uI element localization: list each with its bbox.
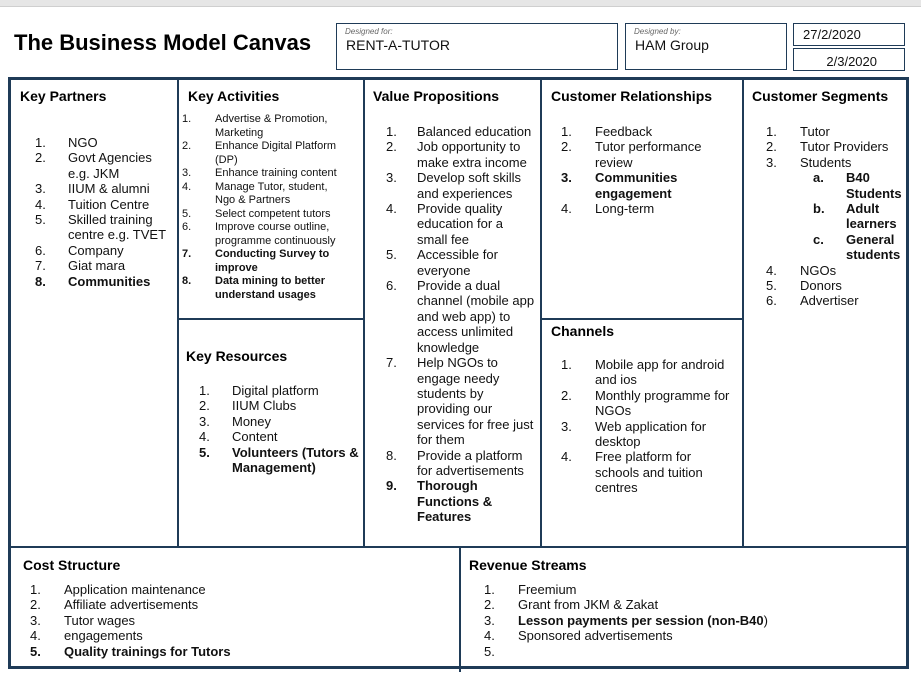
date-1: 27/2/2020 — [803, 27, 861, 42]
sub-list-item: a. B40 Students — [813, 170, 902, 201]
designed-by-value: HAM Group — [635, 37, 709, 53]
divider — [459, 546, 461, 672]
list-item: 1. Balanced education — [386, 124, 532, 139]
cost-structure-list — [30, 582, 450, 659]
list-item: 2. Enhance Digital Platform (DP) — [182, 140, 337, 166]
list-item: 4. Free platform for schools and tuition centres — [561, 449, 703, 496]
designed-for-caption: Designed for: — [345, 27, 393, 36]
list-item: 1. Digital platform — [199, 383, 319, 398]
list-item: 2. IIUM Clubs — [199, 398, 297, 414]
list-item: 4. engagements — [30, 628, 143, 644]
page-title: The Business Model Canvas — [14, 30, 312, 55]
list-item: 4. Tuition Centre — [35, 196, 150, 212]
designed-for-value: RENT-A-TUTOR — [346, 37, 450, 53]
list-item: 1. Mobile app for android and ios — [561, 357, 725, 388]
list-item: 1. Application maintenance — [30, 582, 206, 597]
key-resources-list — [199, 383, 359, 475]
date-box-1 — [793, 23, 905, 46]
list-item: 3. Students a. B40 Students b. Adult learners c. General students — [766, 155, 906, 263]
date-2: 2/3/2020 — [826, 54, 877, 69]
list-item: 1. Feedback — [561, 124, 653, 139]
divider — [363, 80, 365, 548]
designed-by-box — [625, 23, 787, 70]
business-model-canvas — [8, 77, 909, 669]
designed-by-caption: Designed by: — [634, 27, 681, 36]
list-item: 4. Manage Tutor, student, Ngo & Partners — [182, 180, 328, 206]
revenue-streams-list — [484, 582, 904, 659]
list-item: 3. Tutor wages — [30, 612, 136, 628]
top-toolbar-strip — [0, 0, 921, 7]
date-box-2 — [793, 48, 905, 71]
list-item: 6. Advertiser — [766, 293, 859, 309]
customer-segments-heading: Customer Segments — [752, 88, 889, 104]
list-item: 4. Sponsored advertisements — [484, 628, 673, 644]
list-item: 9. Thorough Functions & Features — [386, 478, 493, 525]
list-item: 5. — [484, 643, 495, 659]
list-item: 1. NGO — [35, 135, 98, 150]
customer-segments-list — [766, 124, 906, 309]
key-resources-heading: Key Resources — [186, 348, 288, 364]
list-item: 1. Tutor — [766, 124, 830, 139]
sub-list-item: b. Adult learners — [813, 201, 897, 232]
list-item: 8. Data mining to better understand usages — [182, 275, 326, 301]
key-partners-list — [35, 135, 173, 289]
list-item: 1. Advertise & Promotion, Marketing — [182, 113, 328, 139]
sub-list-item: c. General students — [813, 231, 901, 263]
list-item: 5. Volunteers (Tutors & Management) — [199, 444, 359, 476]
list-item: 6. Provide a dual channel (mobile app and web app) to access unlimited knowledge — [386, 278, 535, 355]
customer-relationships-heading: Customer Relationships — [551, 88, 713, 104]
key-activities-heading: Key Activities — [188, 88, 280, 104]
student-sub-list — [766, 170, 906, 262]
list-item: 2. Govt Agencies e.g. JKM — [35, 150, 152, 181]
key-activities-list — [182, 113, 347, 302]
divider — [177, 80, 179, 548]
value-propositions-heading: Value Propositions — [373, 88, 500, 104]
divider — [177, 318, 365, 320]
customer-relationships-list — [561, 124, 736, 216]
list-item: 6. Improve course outline, programme continuously — [182, 221, 336, 247]
designed-for-box — [336, 23, 618, 70]
list-item: 2. Job opportunity to make extra income — [386, 139, 527, 170]
list-item: 8. Communities — [35, 273, 151, 289]
list-item: 3. IIUM & alumni — [35, 181, 150, 197]
channels-list — [561, 357, 736, 496]
divider — [540, 318, 744, 320]
list-item: 5. Accessible for everyone — [386, 247, 498, 278]
divider — [540, 80, 542, 548]
list-item: 4. Long-term — [561, 201, 655, 217]
list-item: 2. Grant from JKM & Zakat — [484, 597, 659, 613]
divider — [742, 80, 744, 548]
list-item: 3. Web application for desktop — [561, 418, 707, 450]
list-item: 2. Tutor Providers — [766, 139, 889, 155]
list-item: 3. Lesson payments per session (non-B40) — [484, 612, 768, 628]
list-item: 5. Donors — [766, 278, 842, 294]
list-item: 7. Help NGOs to engage needy students by providing our services for free just for them — [386, 355, 534, 448]
list-item: 3. Money — [199, 413, 272, 429]
list-item: 8. Provide a platform for advertisements — [386, 447, 524, 478]
list-item: 7. Conducting Survey to improve — [182, 248, 330, 274]
list-item: 3. Develop soft skills and experiences — [386, 170, 522, 201]
list-item: 2. Affiliate advertisements — [30, 597, 199, 613]
list-item: 7. Giat mara — [35, 258, 126, 274]
list-item: 4. NGOs — [766, 262, 837, 278]
list-item: 3. Communities engagement — [561, 170, 678, 201]
cost-structure-heading: Cost Structure — [23, 557, 121, 573]
list-item: 5. Quality trainings for Tutors — [30, 643, 231, 659]
list-item: 4. Provide quality education for a small fee — [386, 201, 504, 247]
list-item: 3. Enhance training content — [182, 167, 337, 179]
revenue-streams-heading: Revenue Streams — [469, 557, 587, 573]
list-item: 2. Monthly programme for NGOs — [561, 387, 730, 419]
list-item: 5. Select competent tutors — [182, 207, 331, 220]
list-item: 6. Company — [35, 242, 124, 258]
channels-heading: Channels — [551, 323, 615, 339]
value-propositions-list — [386, 124, 536, 525]
list-item: 1. Freemium — [484, 582, 577, 597]
key-partners-heading: Key Partners — [20, 88, 107, 104]
list-item: 4. Content — [199, 429, 278, 445]
list-item: 2. Tutor performance review — [561, 139, 702, 170]
list-item: 5. Skilled training centre e.g. TVET — [35, 212, 167, 243]
